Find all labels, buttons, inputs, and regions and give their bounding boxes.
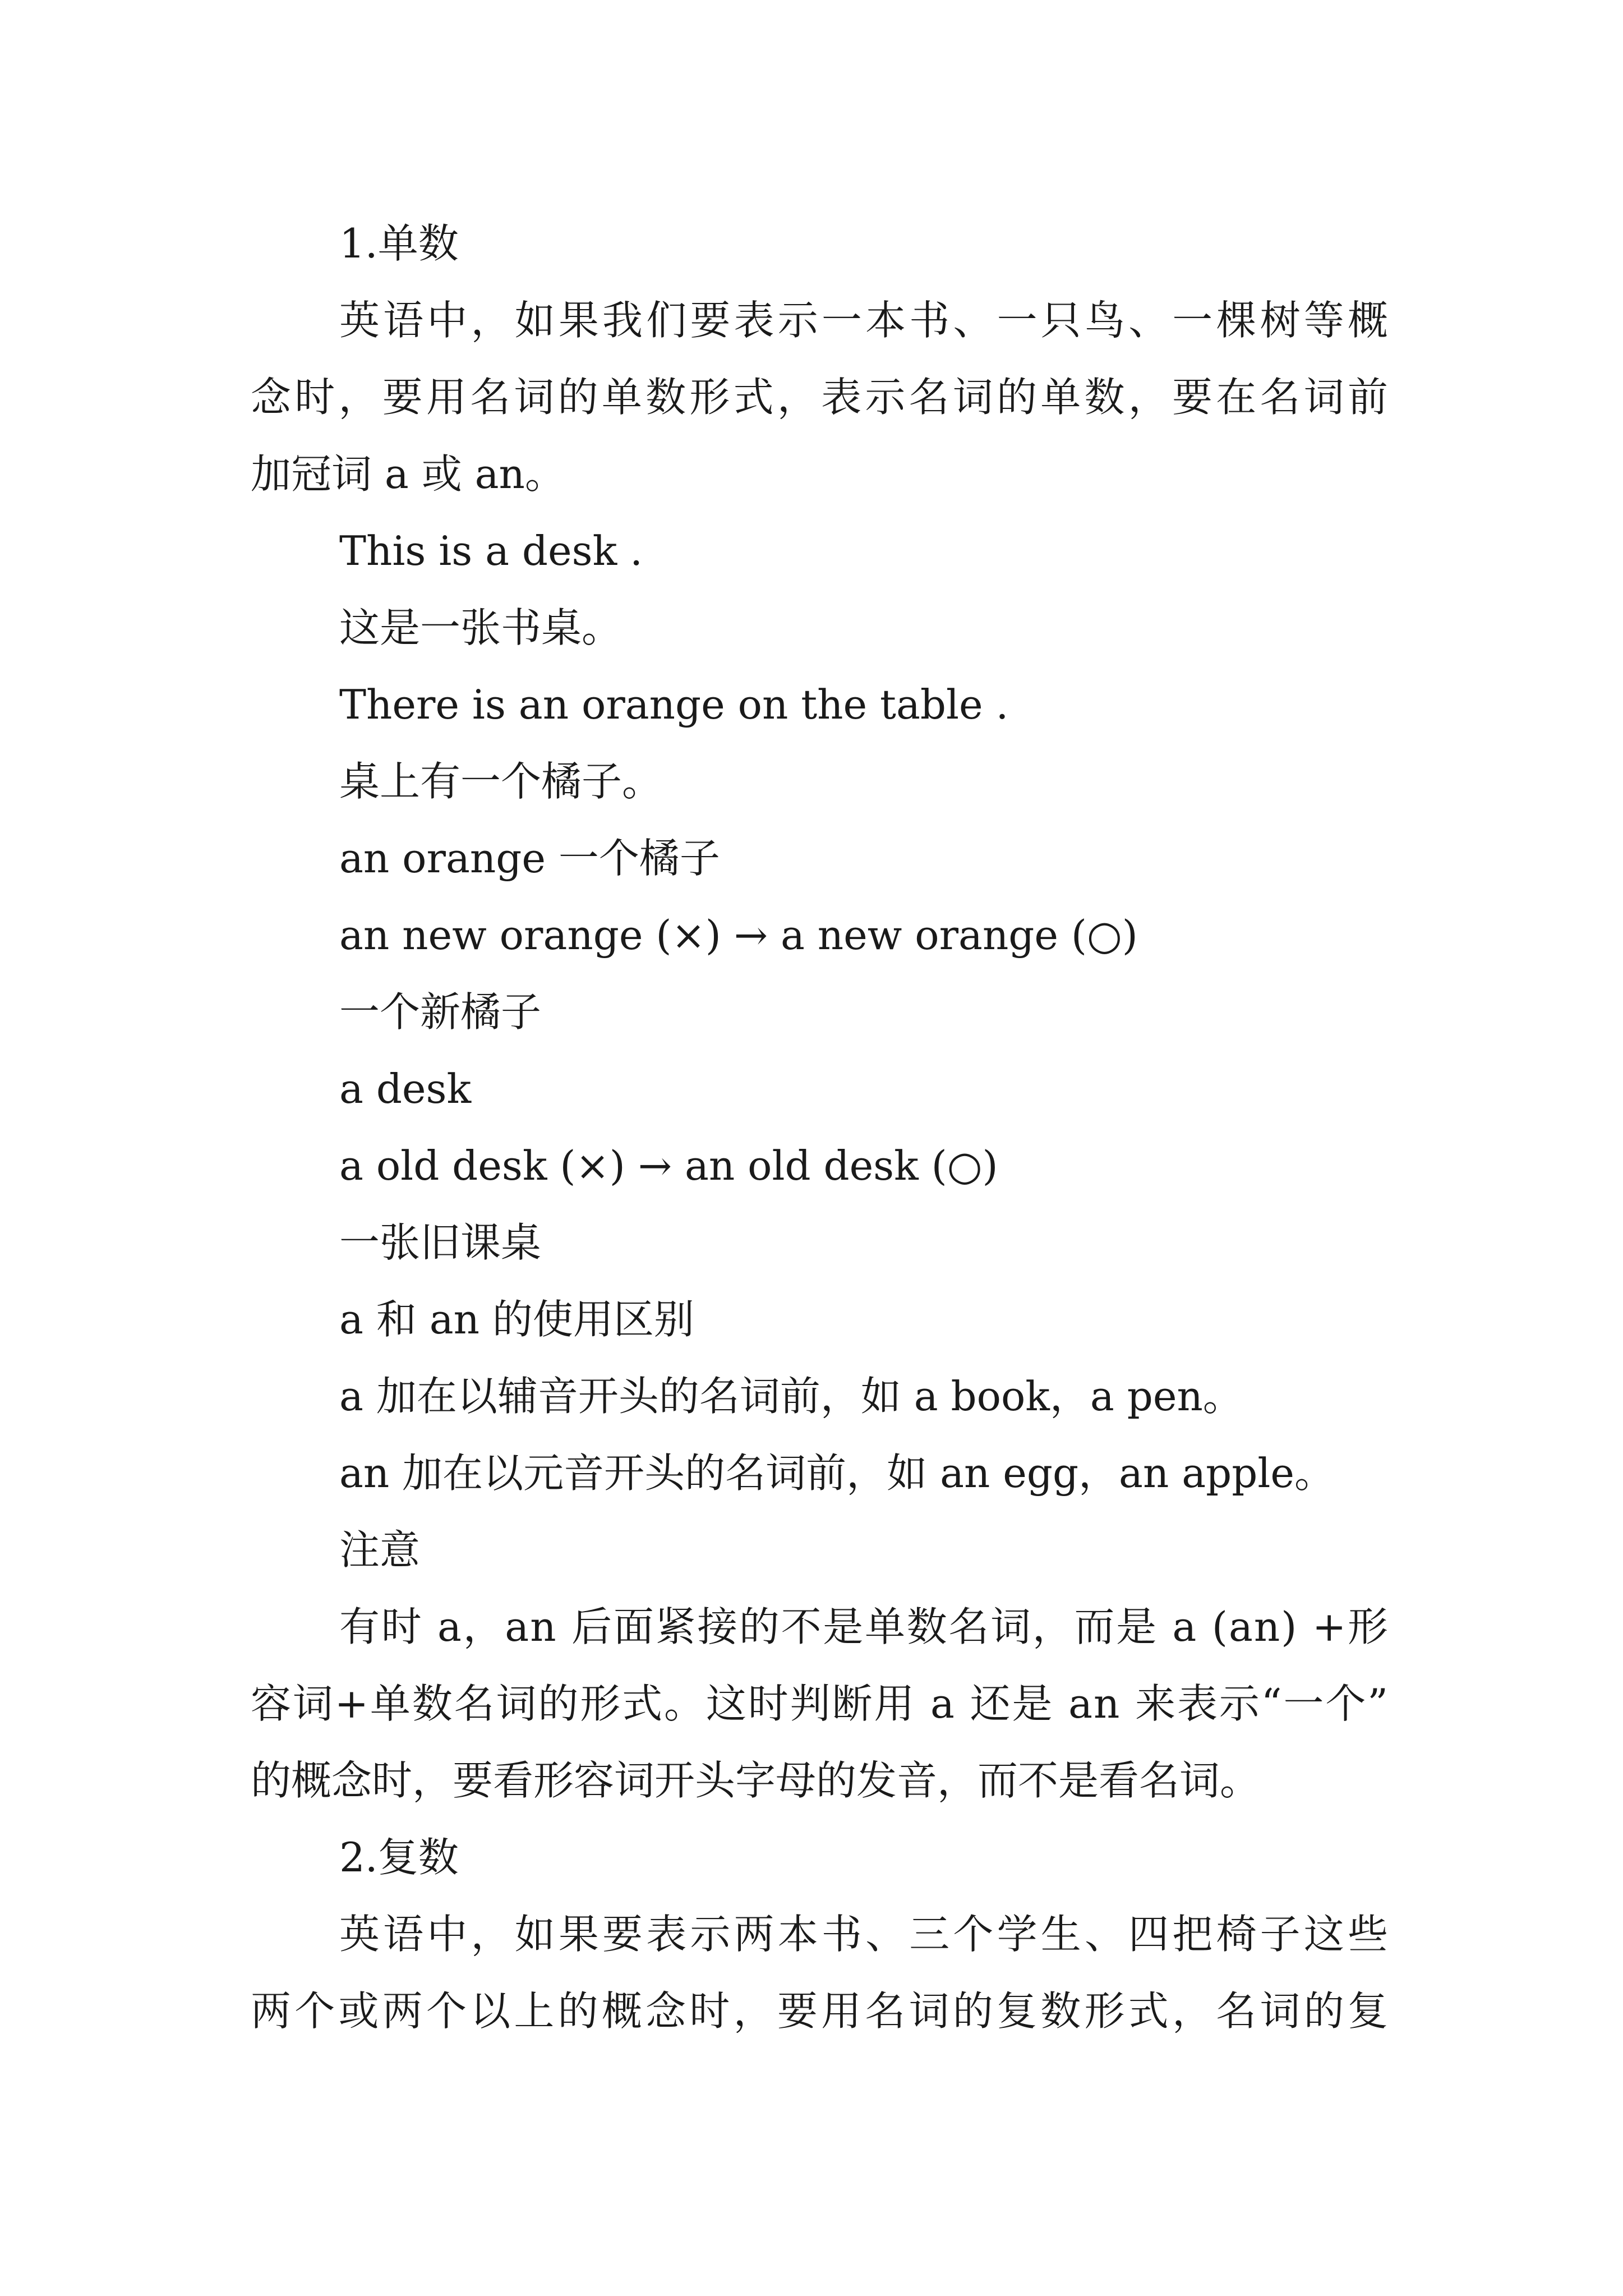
paragraph-line: 有时 a，an 后面紧接的不是单数名词，而是 a (an) +形 bbox=[339, 1603, 1389, 1650]
example-phrase: a desk bbox=[339, 1065, 472, 1112]
example-translation: 这是一张书桌。 bbox=[339, 604, 623, 651]
example-phrase: an orange 一个橘子 bbox=[339, 835, 720, 882]
subheading: a 和 an 的使用区别 bbox=[339, 1296, 694, 1343]
section-heading-singular: 1.单数 bbox=[339, 220, 459, 267]
paragraph-line: 英语中，如果我们要表示一本书、一只鸟、一棵树等概 bbox=[339, 297, 1389, 344]
example-translation: 一张旧课桌 bbox=[339, 1219, 542, 1266]
paragraph-line: 加冠词 a 或 an。 bbox=[251, 450, 565, 498]
section-heading-plural: 2.复数 bbox=[339, 1834, 459, 1881]
example-correction: an new orange (×) → a new orange (○) bbox=[339, 912, 1138, 959]
example-translation: 一个新橘子 bbox=[339, 988, 542, 1036]
paragraph-line: 念时，要用名词的单数形式，表示名词的单数，要在名词前 bbox=[251, 374, 1389, 421]
paragraph-line: 英语中，如果要表示两本书、三个学生、四把椅子这些 bbox=[339, 1911, 1389, 1958]
example-correction: a old desk (×) → an old desk (○) bbox=[339, 1142, 998, 1189]
example-translation: 桌上有一个橘子。 bbox=[339, 758, 663, 805]
rule-line: an 加在以元音开头的名词前，如 an egg，an apple。 bbox=[339, 1450, 1335, 1497]
example-sentence: There is an orange on the table . bbox=[339, 681, 1009, 728]
rule-line: a 加在以辅音开头的名词前，如 a book，a pen。 bbox=[339, 1373, 1243, 1420]
paragraph-line: 的概念时，要看形容词开头字母的发音，而不是看名词。 bbox=[251, 1757, 1261, 1804]
example-sentence: This is a desk . bbox=[339, 527, 643, 574]
paragraph-line: 两个或两个以上的概念时，要用名词的复数形式，名词的复 bbox=[251, 1987, 1389, 2035]
note-heading: 注意 bbox=[339, 1526, 421, 1573]
paragraph-line: 容词+单数名词的形式。这时判断用 a 还是 an 来表示“一个” bbox=[251, 1680, 1389, 1727]
